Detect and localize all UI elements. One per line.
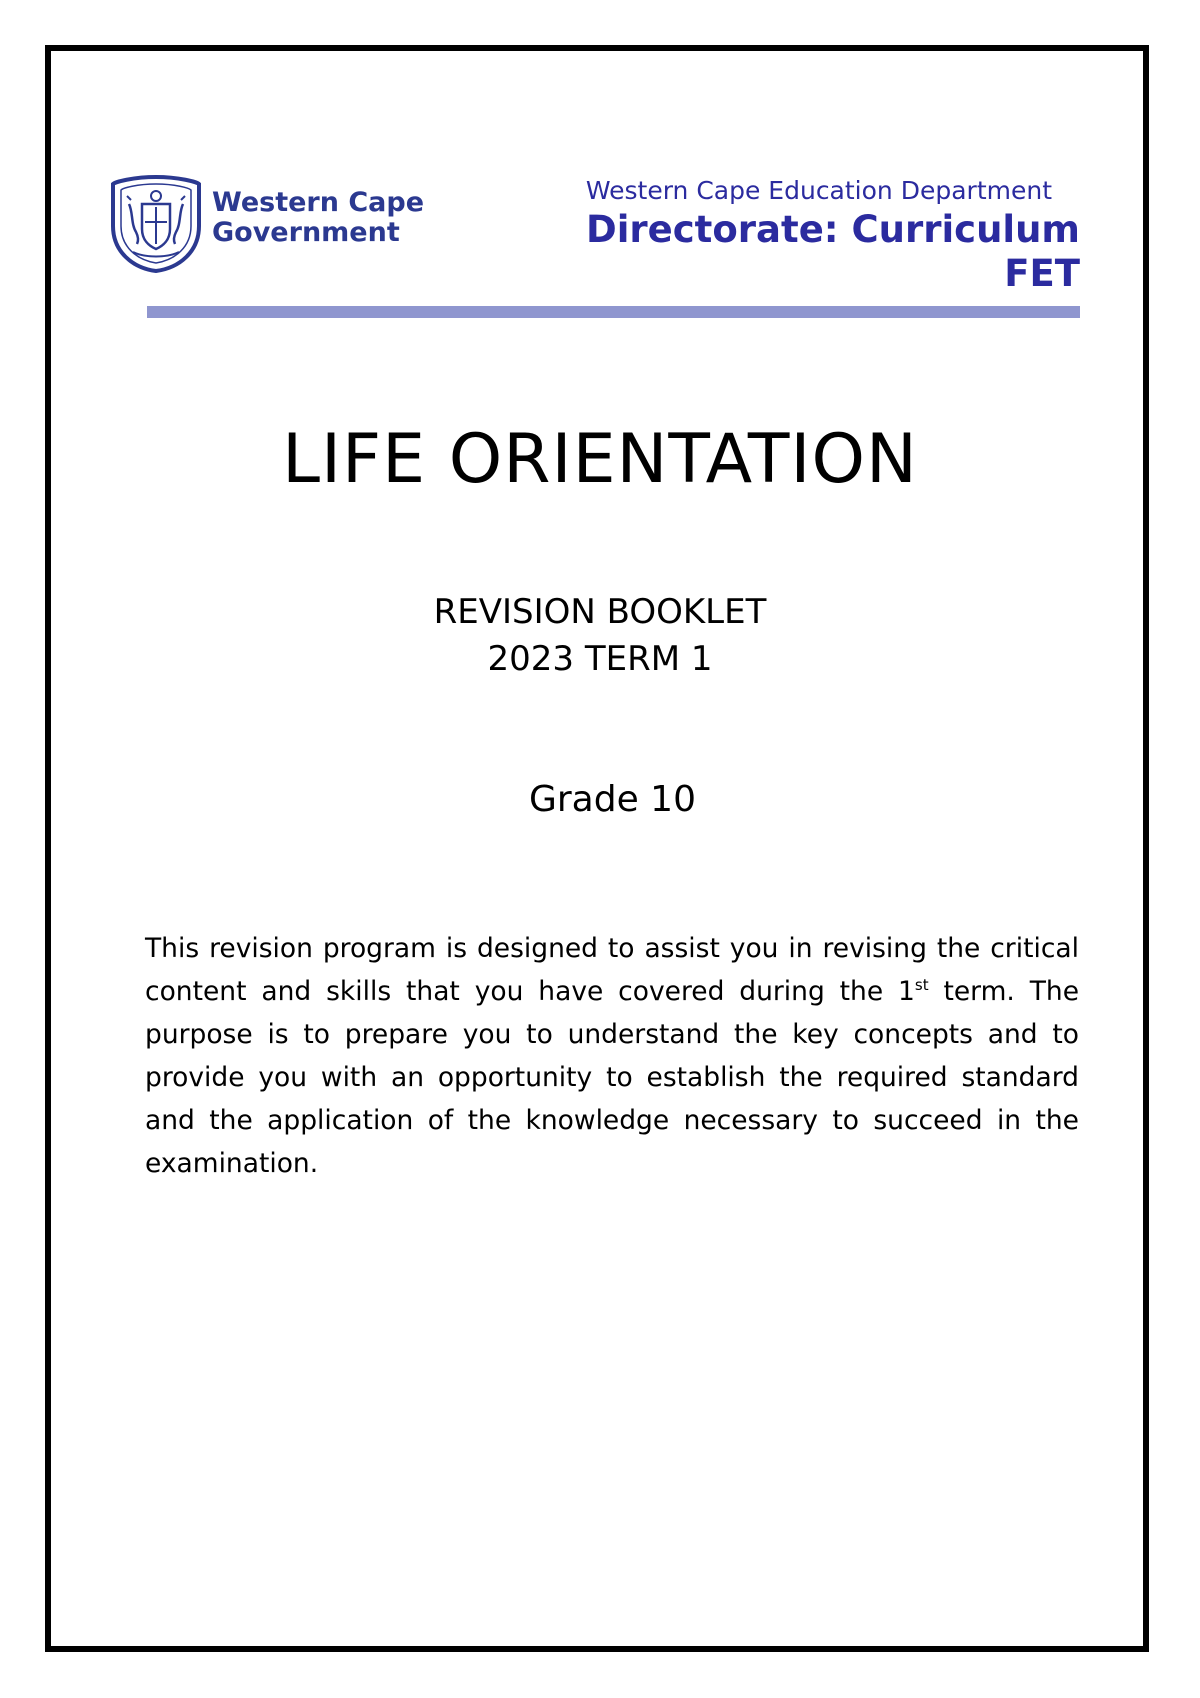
- intro-text-part1: This revision program is designed to assist you in revising the critical content and skills that you have covered during the 1: [145, 932, 1079, 1007]
- government-name-line1: Western Cape: [212, 187, 425, 218]
- header-divider: [147, 306, 1080, 318]
- grade-label: Grade 10: [528, 779, 696, 820]
- directorate-fet: FET: [1004, 252, 1080, 295]
- subtitle-term: 2023 TERM 1: [487, 639, 713, 679]
- department-name: Western Cape Education Department: [585, 176, 1052, 205]
- directorate-name: Directorate: Curriculum: [586, 208, 1080, 251]
- subtitle-booklet: REVISION BOOKLET: [433, 592, 767, 632]
- intro-paragraph: [145, 927, 1079, 1185]
- page-title: LIFE ORIENTATION: [282, 420, 918, 499]
- government-name: [212, 188, 424, 248]
- department-block: [586, 176, 1080, 296]
- intro-text-part2: term. The purpose is to prepare you to understand the key concepts and to provide you with an opportunity to establish the required standard and the application of the knowledge necessary to succeed in the examination.: [145, 975, 1080, 1179]
- coat-of-arms-icon: [109, 174, 203, 274]
- document-header: [147, 170, 1080, 320]
- government-name-line2: Government: [212, 217, 400, 248]
- intro-superscript: st: [914, 975, 929, 994]
